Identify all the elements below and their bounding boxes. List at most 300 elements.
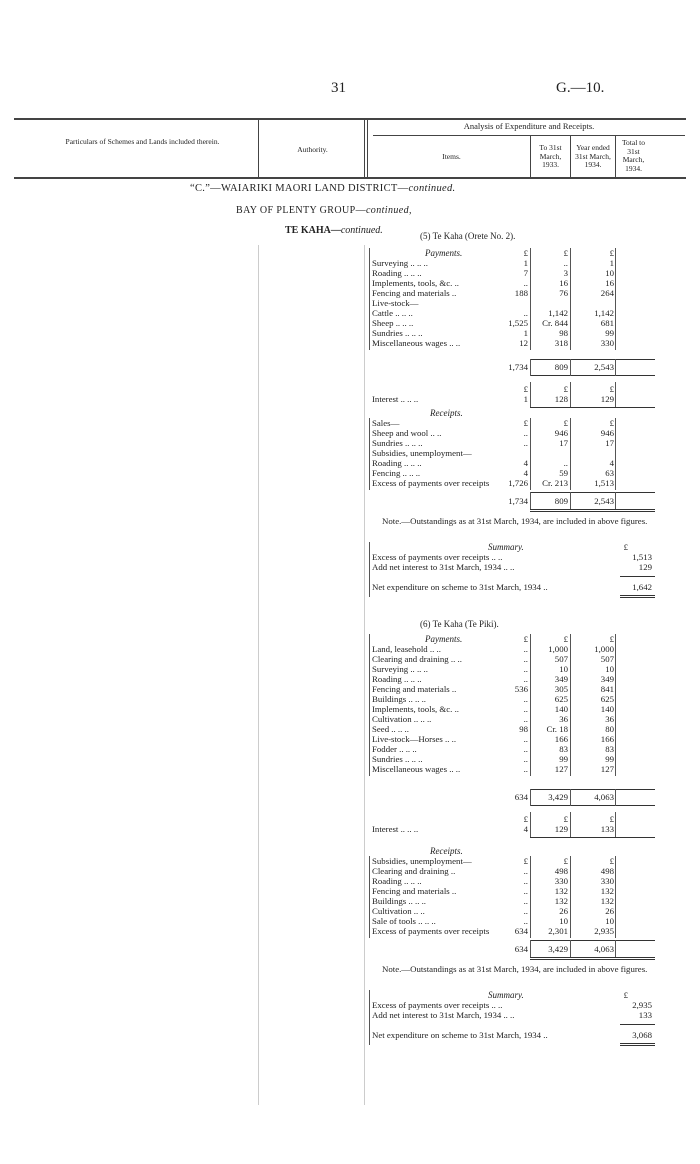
value-to-1933: .. xyxy=(523,704,528,714)
value-to-1933: 1,734 xyxy=(508,496,528,506)
summary-row xyxy=(0,552,700,562)
value-to-1933: 7 xyxy=(523,268,528,278)
summary-value: 133 xyxy=(638,1010,652,1020)
value-year-1934: 98 xyxy=(559,328,568,338)
row-label: Excess of payments over receipts xyxy=(372,478,490,488)
column-rule xyxy=(530,940,531,957)
value-year-1934: 132 xyxy=(554,886,568,896)
payments-caption: Payments. xyxy=(425,634,463,644)
value-total-1934: 10 xyxy=(605,664,614,674)
value-to-1933: .. xyxy=(523,428,528,438)
value-to-1933: 1,525 xyxy=(508,318,528,328)
net-expenditure-row xyxy=(0,582,700,592)
value-to-1933: .. xyxy=(523,734,528,744)
row-label: Live-stock—Horses .. .. xyxy=(372,734,457,744)
row-label: Implements, tools, &c. .. xyxy=(372,704,459,714)
value-year-1934: Cr. 18 xyxy=(546,724,568,734)
row-label: Net expenditure on scheme to 31st March, 1934 .. xyxy=(372,582,548,592)
row-label: Sheep .. .. .. xyxy=(372,318,414,328)
row-label: Subsidies, unemployment— xyxy=(372,856,472,866)
value-total-1934: 2,935 xyxy=(594,926,614,936)
table-row xyxy=(0,338,700,348)
group-name: BAY OF PLENTY GROUP— xyxy=(236,205,366,216)
value-year-1934: 128 xyxy=(554,394,568,404)
table-row xyxy=(0,308,700,318)
currency-header xyxy=(0,384,700,394)
total-rule xyxy=(530,492,655,493)
value-year-1934: .. xyxy=(563,458,568,468)
note-text: Note.—Outstandings as at 31st March, 1934, are included in above figures. xyxy=(382,964,648,974)
column-rule xyxy=(530,359,531,376)
total-rule xyxy=(530,959,655,960)
table-row xyxy=(0,856,700,866)
row-label: Cultivation .. .. .. xyxy=(372,714,432,724)
value-total-1934: 1,513 xyxy=(594,478,614,488)
value-to-1933: 1 xyxy=(523,258,528,268)
payments-caption: Payments. xyxy=(425,248,463,258)
row-label: Fodder .. .. .. xyxy=(372,744,417,754)
note-text: Note.—Outstandings as at 31st March, 1934, are included in above figures. xyxy=(382,516,648,526)
value-total-1934: £ xyxy=(609,418,614,428)
total-rule xyxy=(530,805,655,806)
row-label: Subsidies, unemployment— xyxy=(372,448,472,458)
scheme-name: TE KAHA— xyxy=(285,225,341,236)
summary-value: 2,935 xyxy=(632,1000,652,1010)
value-year-1934: 330 xyxy=(554,876,568,886)
value-to-1933: 12 xyxy=(519,338,528,348)
row-label: Miscellaneous wages .. .. xyxy=(372,338,461,348)
value-year-1934: 946 xyxy=(554,428,568,438)
row-label: Land, leasehold .. .. xyxy=(372,644,441,654)
value-to-1933: .. xyxy=(523,744,528,754)
value-total-1934: 99 xyxy=(605,754,614,764)
scheme-subtitle: (5) Te Kaha (Orete No. 2). xyxy=(420,231,516,241)
currency-symbol: £ xyxy=(609,384,614,394)
summary-rule xyxy=(620,1043,655,1044)
value-total-1934: 133 xyxy=(600,824,614,834)
table-row xyxy=(0,714,700,724)
column-rule xyxy=(570,492,571,509)
value-to-1933: 98 xyxy=(519,724,528,734)
table-row xyxy=(0,916,700,926)
value-year-1934: 498 xyxy=(554,866,568,876)
currency-symbol: £ xyxy=(523,634,528,644)
table-row xyxy=(0,764,700,774)
value-year-1934: .. xyxy=(563,258,568,268)
col-items-header: Items. xyxy=(442,152,461,161)
total-rule xyxy=(530,511,655,512)
net-value: 1,642 xyxy=(632,582,652,592)
header-divider xyxy=(258,119,259,177)
currency-symbol: £ xyxy=(563,634,568,644)
table-row xyxy=(0,886,700,896)
value-total-1934: 127 xyxy=(600,764,614,774)
row-label: Sale of tools .. .. .. xyxy=(372,916,436,926)
total-rule xyxy=(530,789,655,790)
currency-symbol: £ xyxy=(623,990,628,1000)
value-year-1934: £ xyxy=(563,418,568,428)
column-rule xyxy=(570,418,571,490)
value-year-1934: 3 xyxy=(563,268,568,278)
column-rule xyxy=(530,492,531,509)
value-year-1934: 809 xyxy=(554,362,568,372)
currency-header xyxy=(0,634,700,644)
value-year-1934: £ xyxy=(563,856,568,866)
value-year-1934: 59 xyxy=(559,468,568,478)
value-total-1934: 330 xyxy=(600,876,614,886)
table-row xyxy=(0,896,700,906)
value-to-1933: .. xyxy=(523,654,528,664)
currency-header xyxy=(0,814,700,824)
value-total-1934: 507 xyxy=(600,654,614,664)
value-total-1934: 2,543 xyxy=(594,362,614,372)
currency-symbol: £ xyxy=(563,248,568,258)
total-rule xyxy=(530,375,655,376)
group-continued: continued, xyxy=(365,205,412,216)
total-rule xyxy=(530,407,655,408)
receipts-total-row xyxy=(0,496,700,506)
currency-symbol: £ xyxy=(563,814,568,824)
table-row xyxy=(0,644,700,654)
value-to-1933: .. xyxy=(523,876,528,886)
summary-value: 129 xyxy=(638,562,652,572)
row-label: Fencing .. .. .. xyxy=(372,468,421,478)
row-label: Sales— xyxy=(372,418,400,428)
value-year-1934: 305 xyxy=(554,684,568,694)
currency-symbol: £ xyxy=(523,248,528,258)
table-row xyxy=(0,704,700,714)
col-year-header: Year ended 31st March, 1934. xyxy=(575,143,611,170)
col-analysis-header: Analysis of Expenditure and Receipts. xyxy=(463,121,595,131)
column-rule xyxy=(530,248,531,350)
total-rule xyxy=(530,957,655,958)
value-year-1934: 3,429 xyxy=(548,944,568,954)
table-row xyxy=(0,258,700,268)
currency-symbol: £ xyxy=(609,814,614,824)
value-total-1934: 129 xyxy=(600,394,614,404)
value-total-1934: 17 xyxy=(605,438,614,448)
value-total-1934: 841 xyxy=(600,684,614,694)
table-row xyxy=(0,754,700,764)
summary-rule xyxy=(620,595,655,596)
row-label: Add net interest to 31st March, 1934 .. .. xyxy=(372,1010,515,1020)
value-to-1933: 1,726 xyxy=(508,478,528,488)
currency-symbol: £ xyxy=(609,248,614,258)
header-inner-rule xyxy=(373,135,685,136)
interest-row xyxy=(0,394,700,404)
summary-rule xyxy=(620,1024,655,1025)
document-reference: G.—10. xyxy=(556,80,605,96)
value-year-1934: 16 xyxy=(559,278,568,288)
column-rule xyxy=(615,940,616,957)
row-label: Excess of payments over receipts .. .. xyxy=(372,1000,503,1010)
value-to-1933: £ xyxy=(523,418,528,428)
receipts-caption: Receipts. xyxy=(430,846,463,856)
row-label: Buildings .. .. .. xyxy=(372,896,427,906)
table-row xyxy=(0,418,700,428)
column-rule xyxy=(570,248,571,350)
value-total-1934: 1,142 xyxy=(594,308,614,318)
value-to-1933: .. xyxy=(523,906,528,916)
scheme-title xyxy=(285,225,383,236)
column-rule xyxy=(530,634,531,776)
value-total-1934: 132 xyxy=(600,896,614,906)
column-rule xyxy=(615,382,616,407)
value-total-1934: 83 xyxy=(605,744,614,754)
net-expenditure-row xyxy=(0,1030,700,1040)
value-total-1934: 16 xyxy=(605,278,614,288)
column-rule xyxy=(530,789,531,806)
value-total-1934: 349 xyxy=(600,674,614,684)
column-rule xyxy=(615,812,616,837)
table-row xyxy=(0,278,700,288)
value-year-1934: Cr. 844 xyxy=(542,318,568,328)
value-total-1934: 36 xyxy=(605,714,614,724)
row-label: Interest .. .. .. xyxy=(372,824,419,834)
value-to-1933: .. xyxy=(523,278,528,288)
row-label: Sheep and wool .. .. xyxy=(372,428,442,438)
currency-header xyxy=(0,248,700,258)
value-year-1934: Cr. 213 xyxy=(542,478,568,488)
summary-caption: Summary. xyxy=(488,542,524,552)
column-rule xyxy=(570,812,571,837)
column-rule xyxy=(570,789,571,806)
value-total-1934: 99 xyxy=(605,328,614,338)
value-year-1934: 507 xyxy=(554,654,568,664)
column-rule xyxy=(369,634,370,776)
value-total-1934: 681 xyxy=(600,318,614,328)
value-total-1934: 140 xyxy=(600,704,614,714)
value-to-1933: .. xyxy=(523,714,528,724)
value-total-1934: 10 xyxy=(605,916,614,926)
header-divider xyxy=(364,119,365,177)
column-rule xyxy=(530,812,531,837)
currency-header xyxy=(0,542,700,552)
table-row xyxy=(0,866,700,876)
table-row xyxy=(0,724,700,734)
value-total-1934: 80 xyxy=(605,724,614,734)
column-rule xyxy=(570,634,571,776)
value-year-1934: 17 xyxy=(559,438,568,448)
value-total-1934: £ xyxy=(609,856,614,866)
total-rule xyxy=(530,940,655,941)
row-label: Sundries .. .. .. xyxy=(372,438,423,448)
table-row xyxy=(0,268,700,278)
value-total-1934: 946 xyxy=(600,428,614,438)
value-to-1933: .. xyxy=(523,644,528,654)
row-label: Fencing and materials .. xyxy=(372,684,457,694)
scheme-continued: continued. xyxy=(340,225,383,236)
value-to-1933: .. xyxy=(523,674,528,684)
interest-row xyxy=(0,824,700,834)
value-to-1933: 1,734 xyxy=(508,362,528,372)
value-year-1934: 3,429 xyxy=(548,792,568,802)
value-year-1934: 10 xyxy=(559,916,568,926)
value-to-1933: .. xyxy=(523,694,528,704)
row-label: Roading .. .. .. xyxy=(372,674,422,684)
value-to-1933: .. xyxy=(523,438,528,448)
value-total-1934: 498 xyxy=(600,866,614,876)
table-row xyxy=(0,478,700,488)
value-total-1934: 1 xyxy=(609,258,614,268)
row-label: Net expenditure on scheme to 31st March, 1934 .. xyxy=(372,1030,548,1040)
column-rule xyxy=(530,382,531,407)
col-authority-header: Authority. xyxy=(297,145,328,154)
value-total-1934: 2,543 xyxy=(594,496,614,506)
value-total-1934: 4,063 xyxy=(594,792,614,802)
row-label: Excess of payments over receipts .. .. xyxy=(372,552,503,562)
value-year-1934: 809 xyxy=(554,496,568,506)
value-total-1934: 4,063 xyxy=(594,944,614,954)
row-label: Roading .. .. .. xyxy=(372,876,422,886)
value-year-1934: 83 xyxy=(559,744,568,754)
row-label: Seed .. .. .. xyxy=(372,724,409,734)
row-label: Live-stock— xyxy=(372,298,419,308)
value-to-1933: .. xyxy=(523,916,528,926)
row-label: Fencing and materials .. xyxy=(372,886,457,896)
value-total-1934: 1,000 xyxy=(594,644,614,654)
column-rule xyxy=(615,634,616,776)
table-row xyxy=(0,664,700,674)
summary-row xyxy=(0,1000,700,1010)
column-rule xyxy=(369,418,370,490)
row-label: Cultivation .. .. xyxy=(372,906,425,916)
scheme-subtitle: (6) Te Kaha (Te Piki). xyxy=(420,619,499,629)
table-row xyxy=(0,684,700,694)
total-rule xyxy=(530,837,655,838)
summary-caption: Summary. xyxy=(488,990,524,1000)
table-row xyxy=(0,744,700,754)
value-to-1933: .. xyxy=(523,896,528,906)
value-year-1934: 318 xyxy=(554,338,568,348)
receipts-caption: Receipts. xyxy=(430,408,463,418)
value-total-1934: 166 xyxy=(600,734,614,744)
district-title xyxy=(190,183,455,194)
row-label: Buildings .. .. .. xyxy=(372,694,427,704)
value-year-1934: 99 xyxy=(559,754,568,764)
summary-row xyxy=(0,1010,700,1020)
receipts-total-row xyxy=(0,944,700,954)
payments-total-row xyxy=(0,362,700,372)
column-rule xyxy=(615,492,616,509)
value-to-1933: 4 xyxy=(523,824,528,834)
column-rule xyxy=(369,248,370,350)
value-year-1934: 36 xyxy=(559,714,568,724)
value-to-1933: 1 xyxy=(523,394,528,404)
value-year-1934: 132 xyxy=(554,896,568,906)
summary-rule xyxy=(620,1045,655,1046)
value-year-1934: 10 xyxy=(559,664,568,674)
value-year-1934: 129 xyxy=(554,824,568,834)
row-label: Clearing and draining .. .. xyxy=(372,654,462,664)
table-row xyxy=(0,298,700,308)
value-total-1934: 10 xyxy=(605,268,614,278)
row-label: Roading .. .. .. xyxy=(372,268,422,278)
column-rule xyxy=(530,418,531,490)
table-row xyxy=(0,694,700,704)
row-label: Surveying .. .. .. xyxy=(372,664,428,674)
col-particulars-header: Particulars of Schemes and Lands included therein. xyxy=(65,137,220,146)
column-rule xyxy=(570,940,571,957)
summary-rule xyxy=(620,597,655,598)
value-total-1934: 625 xyxy=(600,694,614,704)
column-rule xyxy=(615,359,616,376)
row-label: Implements, tools, &c. .. xyxy=(372,278,459,288)
value-year-1934: 140 xyxy=(554,704,568,714)
value-to-1933: .. xyxy=(523,754,528,764)
row-label: Cattle .. .. .. xyxy=(372,308,413,318)
row-label: Clearing and draining .. xyxy=(372,866,456,876)
value-total-1934: 132 xyxy=(600,886,614,896)
column-rule xyxy=(369,856,370,938)
table-row xyxy=(0,448,700,458)
value-to-1933: 1 xyxy=(523,328,528,338)
row-label: Roading .. .. .. xyxy=(372,458,422,468)
district-name: “C.”—WAIARIKI MAORI LAND DISTRICT— xyxy=(190,183,409,194)
row-label: Add net interest to 31st March, 1934 .. .. xyxy=(372,562,515,572)
value-total-1934: 4 xyxy=(609,458,614,468)
table-row xyxy=(0,438,700,448)
value-year-1934: 76 xyxy=(559,288,568,298)
currency-symbol: £ xyxy=(563,384,568,394)
currency-symbol: £ xyxy=(523,814,528,824)
page-number: 31 xyxy=(331,80,346,96)
table-row xyxy=(0,428,700,438)
column-rule xyxy=(570,359,571,376)
value-year-1934: 2,301 xyxy=(548,926,568,936)
header-divider xyxy=(367,119,368,177)
net-value: 3,068 xyxy=(632,1030,652,1040)
summary-row xyxy=(0,562,700,572)
value-to-1933: 4 xyxy=(523,468,528,478)
value-to-1933: .. xyxy=(523,886,528,896)
column-rule xyxy=(570,382,571,407)
currency-header xyxy=(0,990,700,1000)
total-rule xyxy=(530,359,655,360)
value-to-1933: 4 xyxy=(523,458,528,468)
header-bottom-rule xyxy=(14,177,686,179)
value-to-1933: 536 xyxy=(514,684,528,694)
table-row xyxy=(0,674,700,684)
header-top-rule xyxy=(14,118,686,120)
summary-value: 1,513 xyxy=(632,552,652,562)
district-continued: continued. xyxy=(408,183,456,194)
row-label: Excess of payments over receipts xyxy=(372,926,490,936)
total-rule xyxy=(530,509,655,510)
column-rule xyxy=(615,789,616,806)
table-row xyxy=(0,288,700,298)
row-label: Sundries .. .. .. xyxy=(372,754,423,764)
row-label: Miscellaneous wages .. .. xyxy=(372,764,461,774)
currency-symbol: £ xyxy=(623,542,628,552)
group-title xyxy=(236,205,412,216)
value-to-1933: 188 xyxy=(514,288,528,298)
value-year-1934: 127 xyxy=(554,764,568,774)
value-total-1934: 264 xyxy=(600,288,614,298)
table-row xyxy=(0,468,700,478)
table-row xyxy=(0,654,700,664)
currency-symbol: £ xyxy=(523,384,528,394)
row-label: Sundries .. .. .. xyxy=(372,328,423,338)
row-label: Fencing and materials .. xyxy=(372,288,457,298)
summary-rule xyxy=(620,576,655,577)
currency-symbol: £ xyxy=(609,634,614,644)
value-year-1934: 166 xyxy=(554,734,568,744)
column-rule xyxy=(570,856,571,938)
table-row xyxy=(0,926,700,936)
table-row xyxy=(0,458,700,468)
table-row xyxy=(0,328,700,338)
